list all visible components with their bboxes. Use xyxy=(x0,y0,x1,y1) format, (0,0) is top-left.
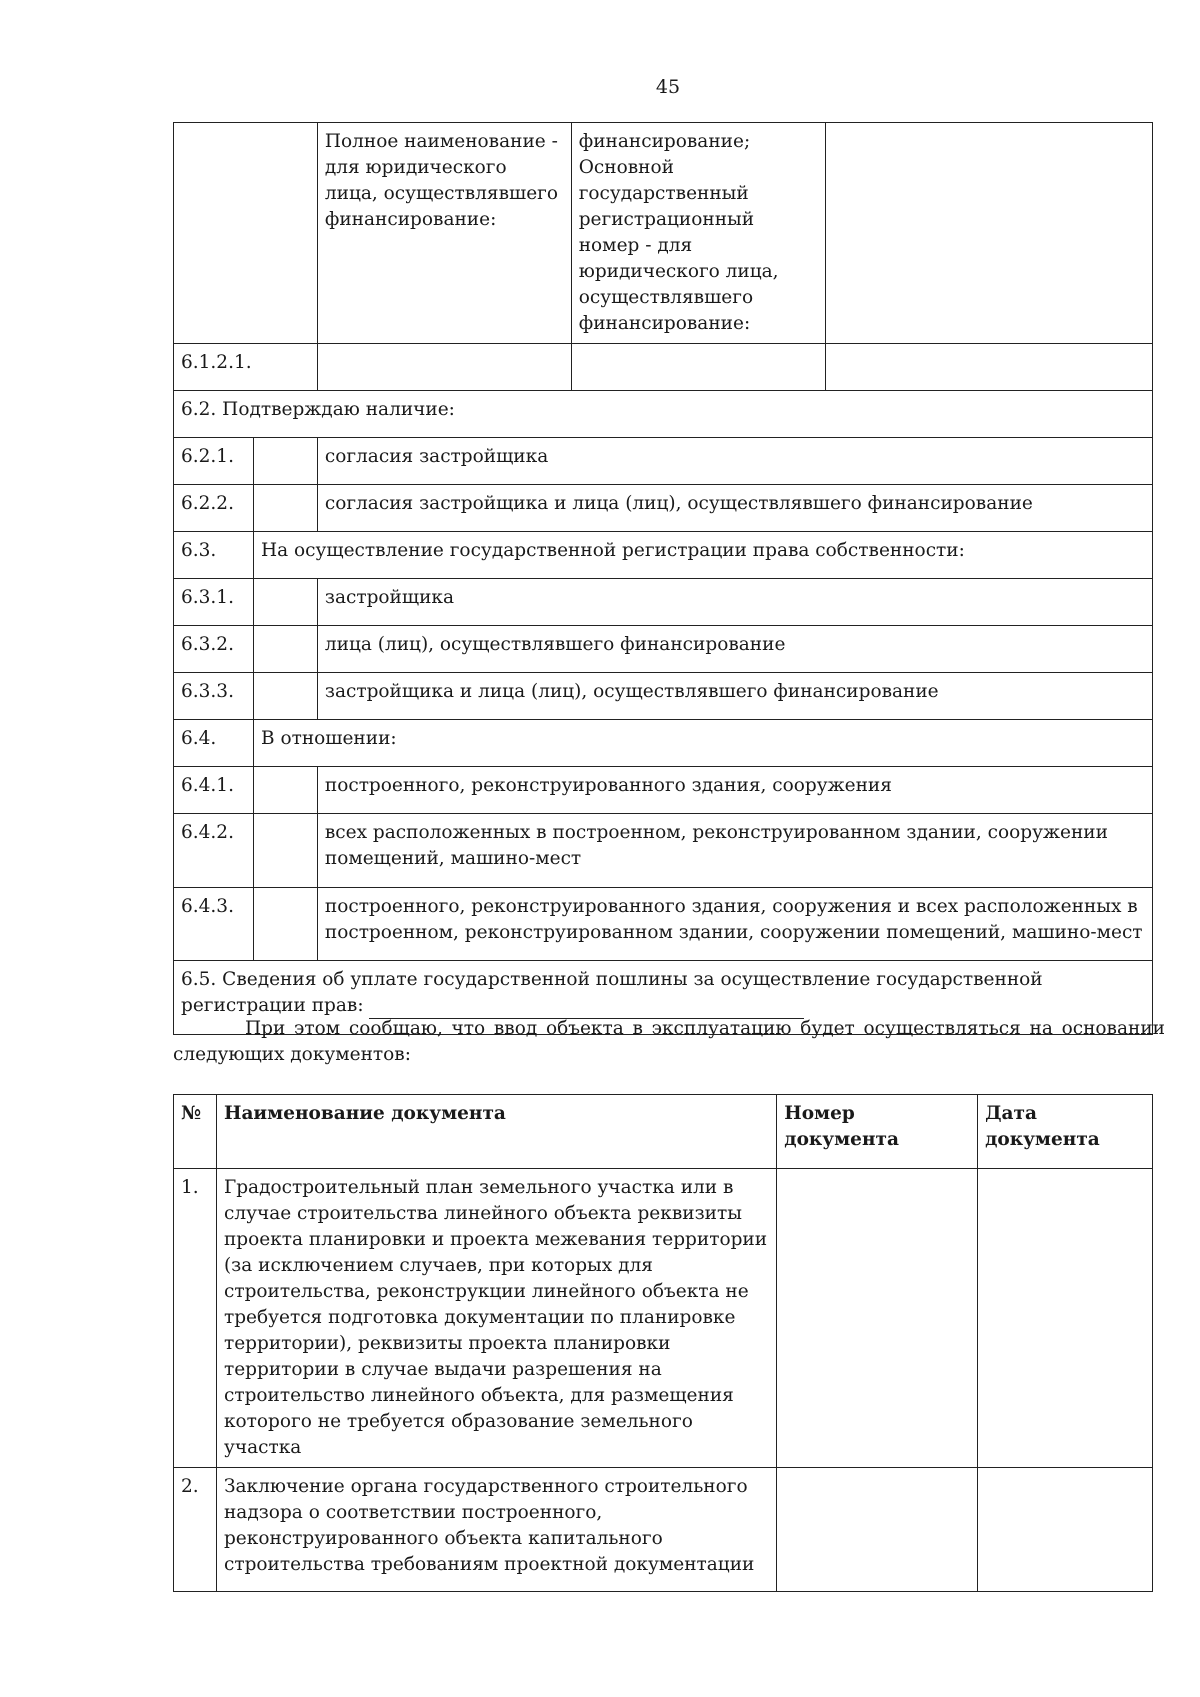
table-row xyxy=(174,1169,1153,1468)
checkbox-cell[interactable] xyxy=(253,626,317,673)
table-row xyxy=(174,532,1153,579)
checkbox-cell[interactable] xyxy=(253,767,317,814)
header-doc-number: Номер документа xyxy=(777,1095,978,1169)
item-number: 6.3.3. xyxy=(174,673,254,720)
intro-paragraph: При этом сообщаю, что ввод объекта в эксплуатацию будет осуществляться на основании следующих документов: xyxy=(173,1018,1165,1065)
row-number: 6.1.2.1. xyxy=(174,344,318,391)
doc-date-cell[interactable] xyxy=(978,1169,1153,1468)
doc-number-cell[interactable] xyxy=(777,1468,978,1592)
item-number: 6.3.1. xyxy=(174,579,254,626)
table-row xyxy=(174,673,1153,720)
doc-number-cell[interactable] xyxy=(777,1169,978,1468)
item-number: 6.3. xyxy=(174,532,254,579)
item-number: 6.2.1. xyxy=(174,438,254,485)
checkbox-cell[interactable] xyxy=(253,579,317,626)
checkbox-cell[interactable] xyxy=(253,814,317,888)
header-num: № xyxy=(174,1095,217,1169)
item-number: 6.4.3. xyxy=(174,888,254,961)
checkbox-cell[interactable] xyxy=(253,888,317,961)
empty-cell[interactable] xyxy=(317,344,571,391)
item-number: 6.4.2. xyxy=(174,814,254,888)
item-number: 6.4. xyxy=(174,720,254,767)
page-number: 45 xyxy=(655,76,681,98)
item-text: лица (лиц), осуществлявшего финансирование xyxy=(317,626,1152,673)
checkbox-cell[interactable] xyxy=(253,438,317,485)
empty-cell[interactable] xyxy=(825,123,1152,344)
item-number: 6.4.1. xyxy=(174,767,254,814)
item-text: застройщика xyxy=(317,579,1152,626)
table-row xyxy=(174,626,1153,673)
table-row xyxy=(174,814,1153,888)
table-row xyxy=(174,1468,1153,1592)
empty-cell[interactable] xyxy=(825,344,1152,391)
row-num: 1. xyxy=(174,1169,217,1468)
header-name: Наименование документа xyxy=(216,1095,776,1169)
empty-cell[interactable] xyxy=(571,344,825,391)
section-text: На осуществление государственной регистрации права собственности: xyxy=(253,532,1152,579)
header-date: Дата документа xyxy=(978,1095,1153,1169)
full-name-cell: Полное наименование - для юридического лица, осуществлявшего финансирование: xyxy=(317,123,571,344)
documents-table xyxy=(173,1094,1153,1592)
table-row xyxy=(174,344,1153,391)
table-row xyxy=(174,720,1153,767)
financing-table xyxy=(173,122,1153,1035)
item-text: построенного, реконструированного здания, сооружения xyxy=(317,767,1152,814)
ogrn-cell: финансирование; Основной государственный регистрационный номер - для юридического лица, осуществлявшего финансирование: xyxy=(571,123,825,344)
section-title: 6.2. Подтверждаю наличие: xyxy=(174,391,1153,438)
checkbox-cell[interactable] xyxy=(253,673,317,720)
doc-name: Заключение органа государственного строительного надзора о соответствии построенного, реконструированного объекта капитального строительства требованиям проектной документации xyxy=(216,1468,776,1592)
item-text: согласия застройщика xyxy=(317,438,1152,485)
item-text: всех расположенных в построенном, реконструированном здании, сооружении помещений, машино-мест xyxy=(317,814,1152,888)
row-num: 2. xyxy=(174,1468,217,1592)
table-row xyxy=(174,485,1153,532)
table-row xyxy=(174,579,1153,626)
table-row xyxy=(174,767,1153,814)
table-row xyxy=(174,123,1153,344)
table-row xyxy=(174,888,1153,961)
item-number: 6.3.2. xyxy=(174,626,254,673)
table-row xyxy=(174,391,1153,438)
doc-date-cell[interactable] xyxy=(978,1468,1153,1592)
checkbox-cell[interactable] xyxy=(253,485,317,532)
doc-name: Градостроительный план земельного участка или в случае строительства линейного объекта реквизиты проекта планировки и проекта межевания территории (за исключением случаев, при которых для строительства, реконструкции линейного объекта не требуется подготовка документации по планировке территории), реквизиты проекта планировки территории в случае выдачи разрешения на строительство линейного объекта, для размещения которого не требуется образование земельного участка xyxy=(216,1169,776,1468)
item-text: застройщика и лица (лиц), осуществлявшего финансирование xyxy=(317,673,1152,720)
table-row xyxy=(174,438,1153,485)
section-text: В отношении: xyxy=(253,720,1152,767)
item-text: построенного, реконструированного здания, сооружения и всех расположенных в построенном, реконструированном здании, сооружении помещений, машино-мест xyxy=(317,888,1152,961)
table-header-row xyxy=(174,1095,1153,1169)
item-number: 6.2.2. xyxy=(174,485,254,532)
fee-info-label: 6.5. Сведения об уплате государственной пошлины за осуществление государственной регистрации прав: xyxy=(181,969,1043,1016)
item-text: согласия застройщика и лица (лиц), осуществлявшего финансирование xyxy=(317,485,1152,532)
